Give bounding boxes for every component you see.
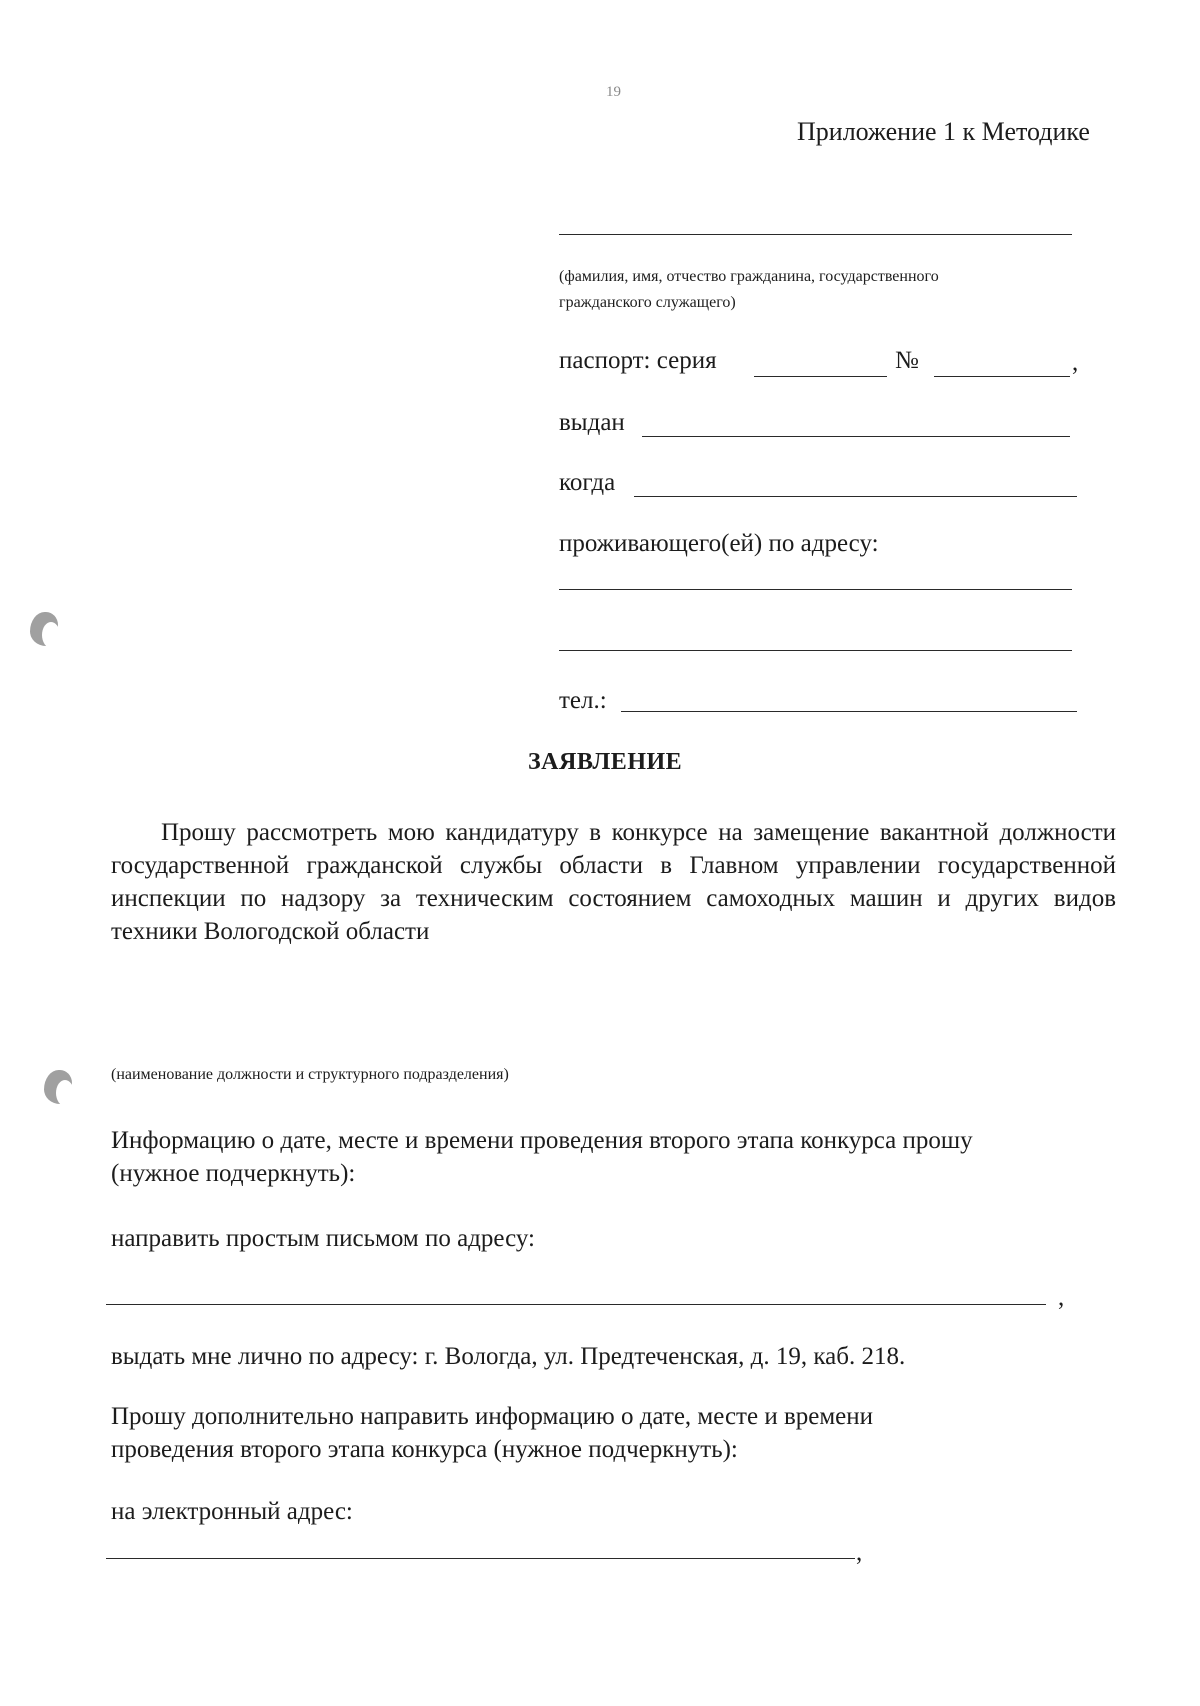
document-heading: ЗАЯВЛЕНИЕ xyxy=(528,749,683,775)
additional-line2: проведения второго этапа конкурса (нужное подчеркнуть): xyxy=(111,1436,738,1463)
address-line-2[interactable] xyxy=(559,650,1072,651)
punch-hole-mark xyxy=(44,1070,72,1104)
info-paragraph-line2: (нужное подчеркнуть): xyxy=(111,1160,356,1187)
passport-number-label: № xyxy=(895,347,919,374)
passport-series-label: паспорт: серия xyxy=(559,347,717,374)
appendix-label: Приложение 1 к Методике xyxy=(797,117,1090,146)
option-personal: выдать мне лично по адресу: г. Вологда, ул. Предтеченская, д. 19, каб. 218. xyxy=(111,1343,906,1370)
passport-number-line[interactable] xyxy=(934,376,1070,377)
applicant-name-line[interactable] xyxy=(559,234,1072,235)
applicant-name-caption-line2: гражданского служащего) xyxy=(559,294,736,311)
address-label: проживающего(ей) по адресу: xyxy=(559,530,879,557)
email-line-comma: , xyxy=(856,1539,863,1566)
email-label: на электронный адрес: xyxy=(111,1498,353,1525)
page-number: 19 xyxy=(606,84,621,100)
passport-series-line[interactable] xyxy=(754,376,887,377)
request-paragraph: Прошу рассмотреть мою кандидатуру в конкурсе на замещение вакантной должности государственной гражданской службы области в Главном управлении государственной инспекции по надзору за техническим состоянием самоходных машин и других видов техники Вологодской области xyxy=(111,819,1116,945)
applicant-name-caption-line1: (фамилия, имя, отчество гражданина, государственного xyxy=(559,268,939,285)
mail-address-line[interactable] xyxy=(106,1304,1046,1305)
issued-label: выдан xyxy=(559,409,625,436)
issued-line[interactable] xyxy=(642,436,1070,437)
position-caption: (наименование должности и структурного подразделения) xyxy=(111,1066,509,1083)
phone-label: тел.: xyxy=(559,687,607,714)
option-mail-label: направить простым письмом по адресу: xyxy=(111,1225,535,1252)
when-label: когда xyxy=(559,469,616,496)
when-line[interactable] xyxy=(634,496,1077,497)
mail-line-comma: , xyxy=(1058,1284,1065,1311)
phone-line[interactable] xyxy=(621,711,1077,712)
email-line[interactable] xyxy=(106,1558,855,1559)
additional-line1: Прошу дополнительно направить информацию о дате, месте и времени xyxy=(111,1403,874,1430)
punch-hole-mark xyxy=(30,612,58,646)
info-paragraph-line1: Информацию о дате, месте и времени проведения второго этапа конкурса прошу xyxy=(111,1127,973,1154)
passport-comma: , xyxy=(1072,349,1079,376)
address-line-1[interactable] xyxy=(559,589,1072,590)
